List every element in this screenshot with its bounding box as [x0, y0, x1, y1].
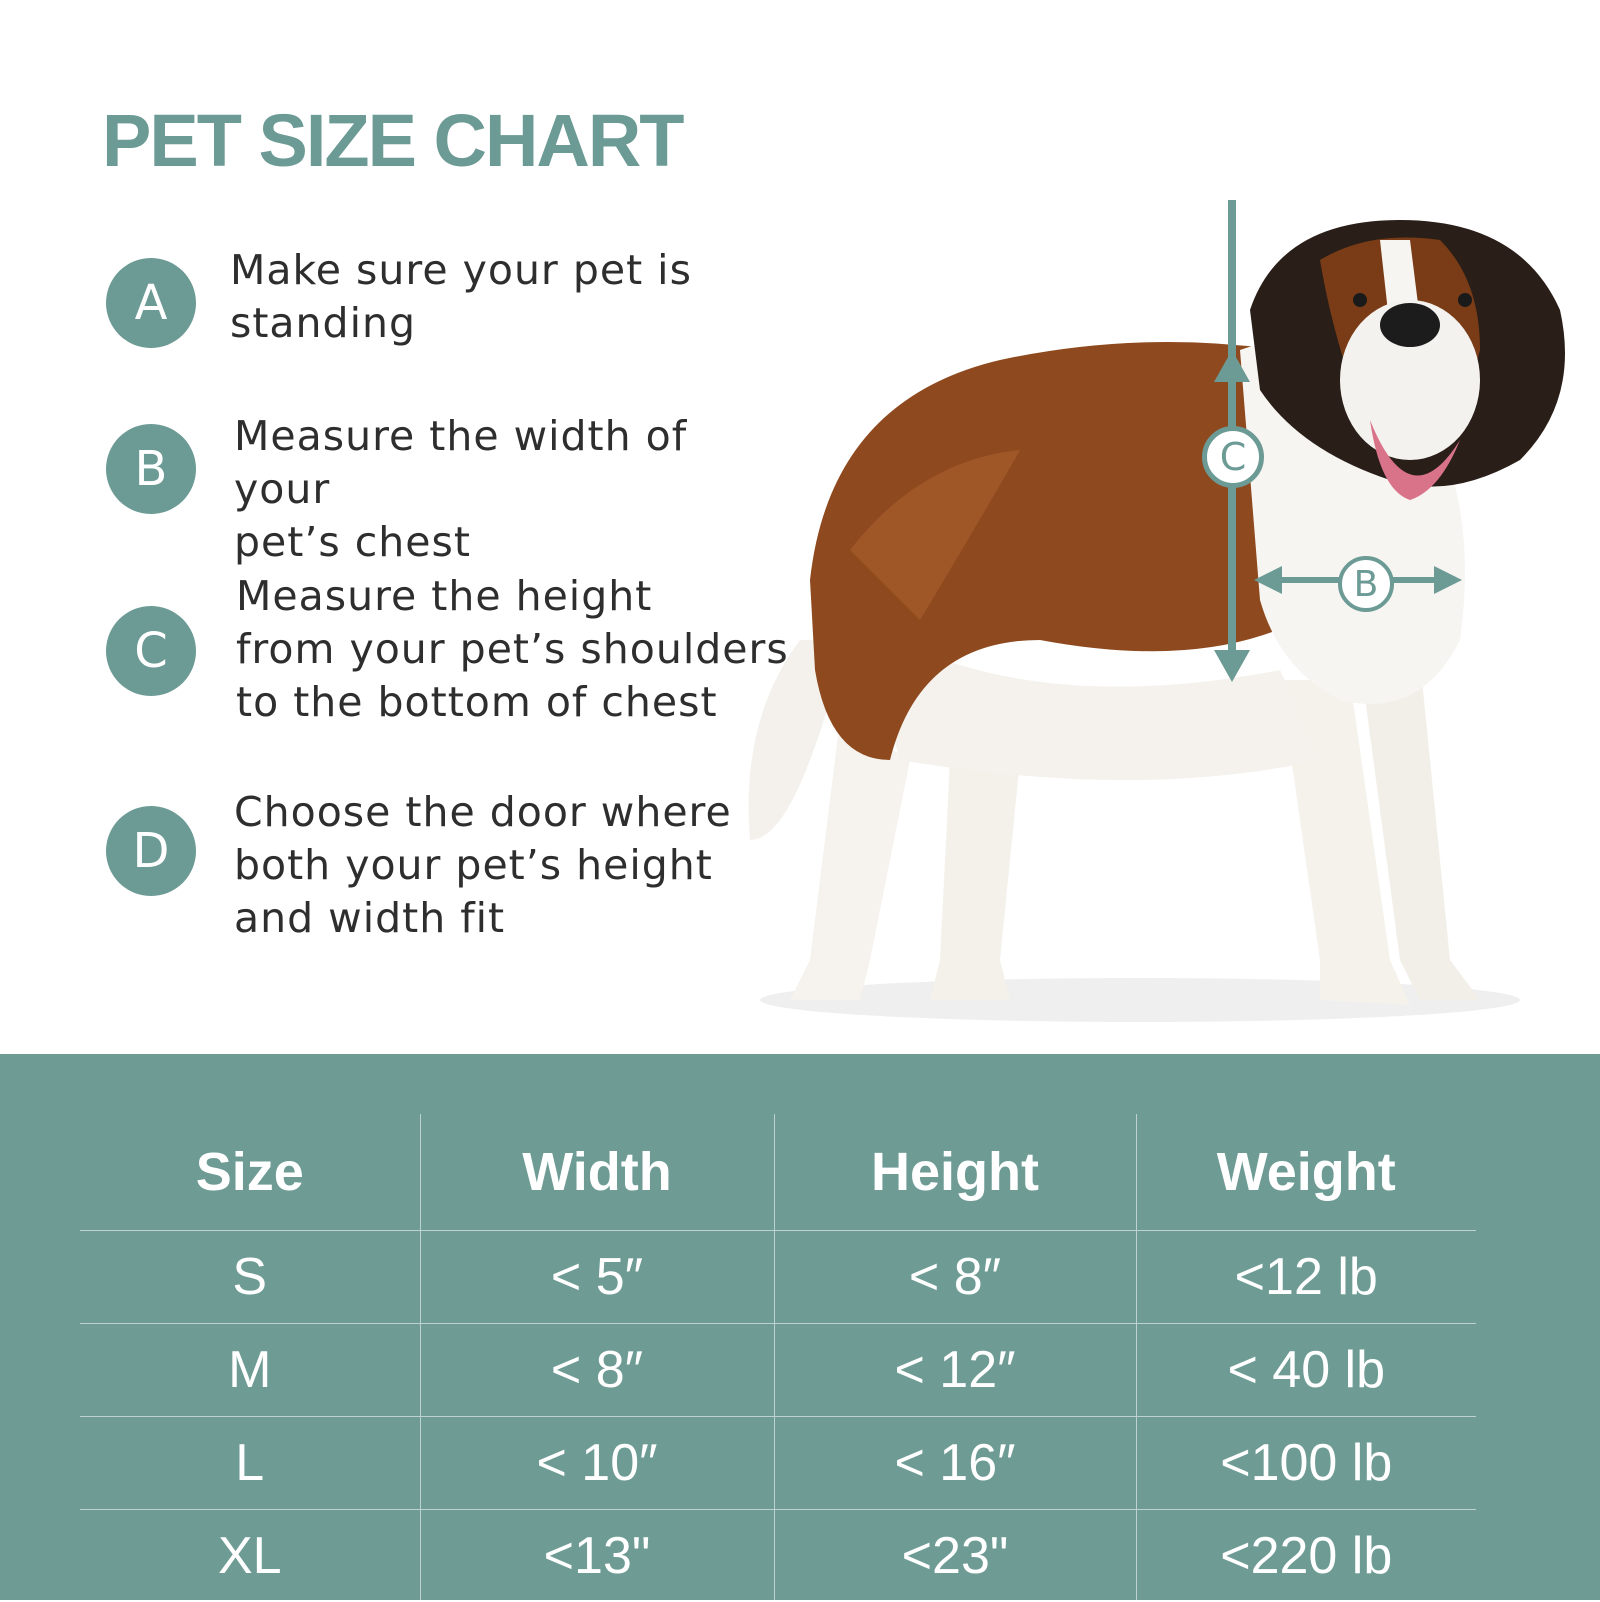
header-height: Height: [774, 1114, 1136, 1231]
cell-weight: <220 lb: [1136, 1510, 1476, 1602]
step-text-d: Choose the door where both your pet’s height and width fit: [234, 786, 794, 945]
step-badge-a: A: [106, 258, 196, 348]
cell-size: M: [80, 1324, 420, 1417]
cell-weight: < 40 lb: [1136, 1324, 1476, 1417]
cell-size: L: [80, 1417, 420, 1510]
cell-weight: <12 lb: [1136, 1231, 1476, 1324]
table-row: [80, 1324, 1476, 1417]
table-header-row: [80, 1114, 1476, 1231]
step-text-a: Make sure your pet is standing: [230, 244, 790, 350]
step-badge-d: D: [106, 806, 196, 896]
table-row: [80, 1417, 1476, 1510]
table-row: [80, 1231, 1476, 1324]
measure-c-label: C: [1202, 426, 1264, 488]
cell-width: < 8″: [420, 1324, 774, 1417]
cell-height: < 16″: [774, 1417, 1136, 1510]
measure-b-label: B: [1338, 556, 1394, 612]
header-weight: Weight: [1136, 1114, 1476, 1231]
step-text-b: Measure the width of your pet’s chest: [234, 410, 794, 569]
step-badge-b: B: [106, 424, 196, 514]
page-title: PET SIZE CHART: [102, 96, 682, 186]
cell-height: < 12″: [774, 1324, 1136, 1417]
step-badge-c: C: [106, 606, 196, 696]
header-width: Width: [420, 1114, 774, 1231]
step-text-c: Measure the height from your pet’s shoulders to the bottom of chest: [236, 570, 796, 729]
cell-height: < 8″: [774, 1231, 1136, 1324]
header-size: Size: [80, 1114, 420, 1231]
cell-width: < 5″: [420, 1231, 774, 1324]
size-table-panel: [0, 1054, 1600, 1600]
cell-size: XL: [80, 1510, 420, 1602]
cell-width: <13": [420, 1510, 774, 1602]
dog-photo: [720, 200, 1600, 1040]
cell-size: S: [80, 1231, 420, 1324]
cell-weight: <100 lb: [1136, 1417, 1476, 1510]
table-row: [80, 1510, 1476, 1602]
cell-width: < 10″: [420, 1417, 774, 1510]
cell-height: <23": [774, 1510, 1136, 1602]
size-table: [80, 1114, 1476, 1602]
